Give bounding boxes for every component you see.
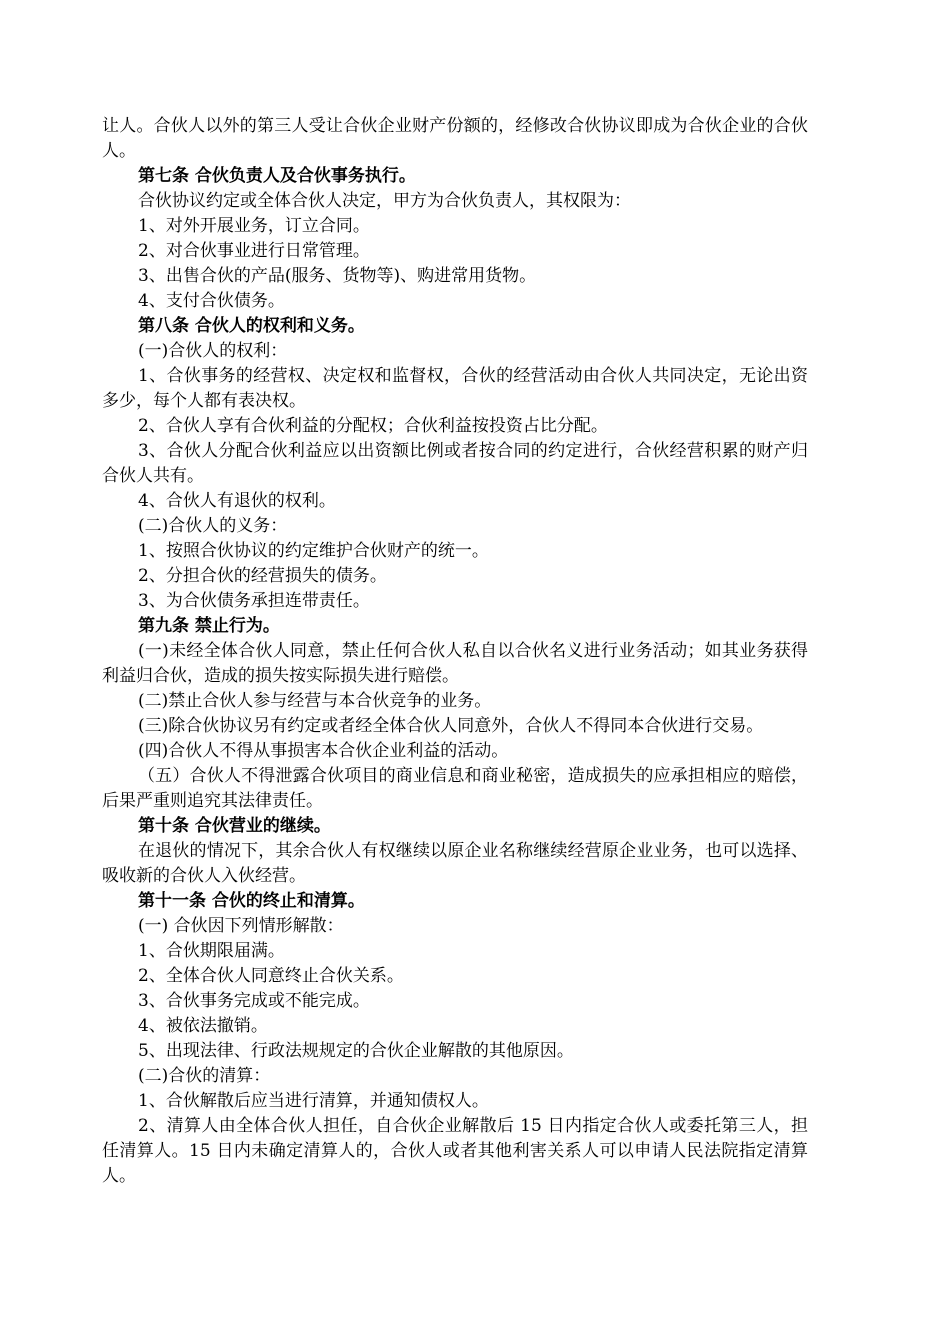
list-item: (一)未经全体合伙人同意，禁止任何合伙人私自以合伙名义进行业务活动；如其业务获得利益归合伙，造成的损失按实际损失进行赔偿。 xyxy=(102,641,808,686)
article-10-heading: 第十条 合伙营业的继续。 xyxy=(138,816,331,836)
paragraph: 合伙协议约定或全体合伙人决定，甲方为合伙负责人，其权限为： xyxy=(138,191,631,211)
document-page xyxy=(102,114,808,1189)
list-item: 4、合伙人有退伙的权利。 xyxy=(138,491,336,511)
list-item: (三)除合伙协议另有约定或者经全体合伙人同意外，合伙人不得同本合伙进行交易。 xyxy=(138,716,764,736)
article-7-heading: 第七条 合伙负责人及合伙事务执行。 xyxy=(138,166,416,186)
list-item: 3、合伙事务完成或不能完成。 xyxy=(138,991,370,1011)
list-item: 5、出现法律、行政法规规定的合伙企业解散的其他原因。 xyxy=(138,1041,574,1061)
list-item: (二)禁止合伙人参与经营与本合伙竞争的业务。 xyxy=(138,691,492,711)
list-item: 1、合伙期限届满。 xyxy=(138,941,285,961)
list-item: 4、支付合伙债务。 xyxy=(138,291,285,311)
subsection-heading: (一) 合伙因下列情形解散： xyxy=(138,916,344,936)
paragraph-continued: 让人。合伙人以外的第三人受让合伙企业财产份额的，经修改合伙协议即成为合伙企业的合伙人。 xyxy=(102,116,808,161)
list-item: 1、对外开展业务，订立合同。 xyxy=(138,216,370,236)
list-item: (四)合伙人不得从事损害本合伙企业利益的活动。 xyxy=(138,741,509,761)
list-item: 3、为合伙债务承担连带责任。 xyxy=(138,591,370,611)
paragraph: 在退伙的情况下，其余合伙人有权继续以原企业名称继续经营原企业业务，也可以选择、吸收新的合伙人入伙经营。 xyxy=(102,841,808,886)
subsection-heading: (二)合伙的清算： xyxy=(138,1066,271,1086)
article-11-heading: 第十一条 合伙的终止和清算。 xyxy=(138,891,365,911)
subsection-heading: (二)合伙人的义务： xyxy=(138,516,288,536)
subsection-heading: (一)合伙人的权利： xyxy=(138,341,288,361)
list-item: 3、出售合伙的产品(服务、货物等)、购进常用货物。 xyxy=(138,266,537,286)
list-item: 2、合伙人享有合伙利益的分配权；合伙利益按投资占比分配。 xyxy=(138,416,608,436)
list-item: 1、按照合伙协议的约定维护合伙财产的统一。 xyxy=(138,541,489,561)
list-item: 4、被依法撤销。 xyxy=(138,1016,268,1036)
list-item: 1、合伙解散后应当进行清算，并通知债权人。 xyxy=(138,1091,489,1111)
list-item: 2、清算人由全体合伙人担任，自合伙企业解散后 15 日内指定合伙人或委托第三人，担任清算人。15 日内未确定清算人的，合伙人或者其他利害关系人可以申请人民法院指定清算人。 xyxy=(102,1116,808,1186)
article-8-heading: 第八条 合伙人的权利和义务。 xyxy=(138,316,365,336)
list-item: 1、合伙事务的经营权、决定权和监督权，合伙的经营活动由合伙人共同决定，无论出资多少，每个人都有表决权。 xyxy=(102,366,808,411)
list-item: 2、分担合伙的经营损失的债务。 xyxy=(138,566,387,586)
list-item: 2、对合伙事业进行日常管理。 xyxy=(138,241,370,261)
list-item: 2、全体合伙人同意终止合伙关系。 xyxy=(138,966,404,986)
list-item: （五）合伙人不得泄露合伙项目的商业信息和商业秘密，造成损失的应承担相应的赔偿，后果严重则追究其法律责任。 xyxy=(102,766,808,811)
article-9-heading: 第九条 禁止行为。 xyxy=(138,616,280,636)
list-item: 3、合伙人分配合伙利益应以出资额比例或者按合同的约定进行，合伙经营积累的财产归合伙人共有。 xyxy=(102,441,808,486)
